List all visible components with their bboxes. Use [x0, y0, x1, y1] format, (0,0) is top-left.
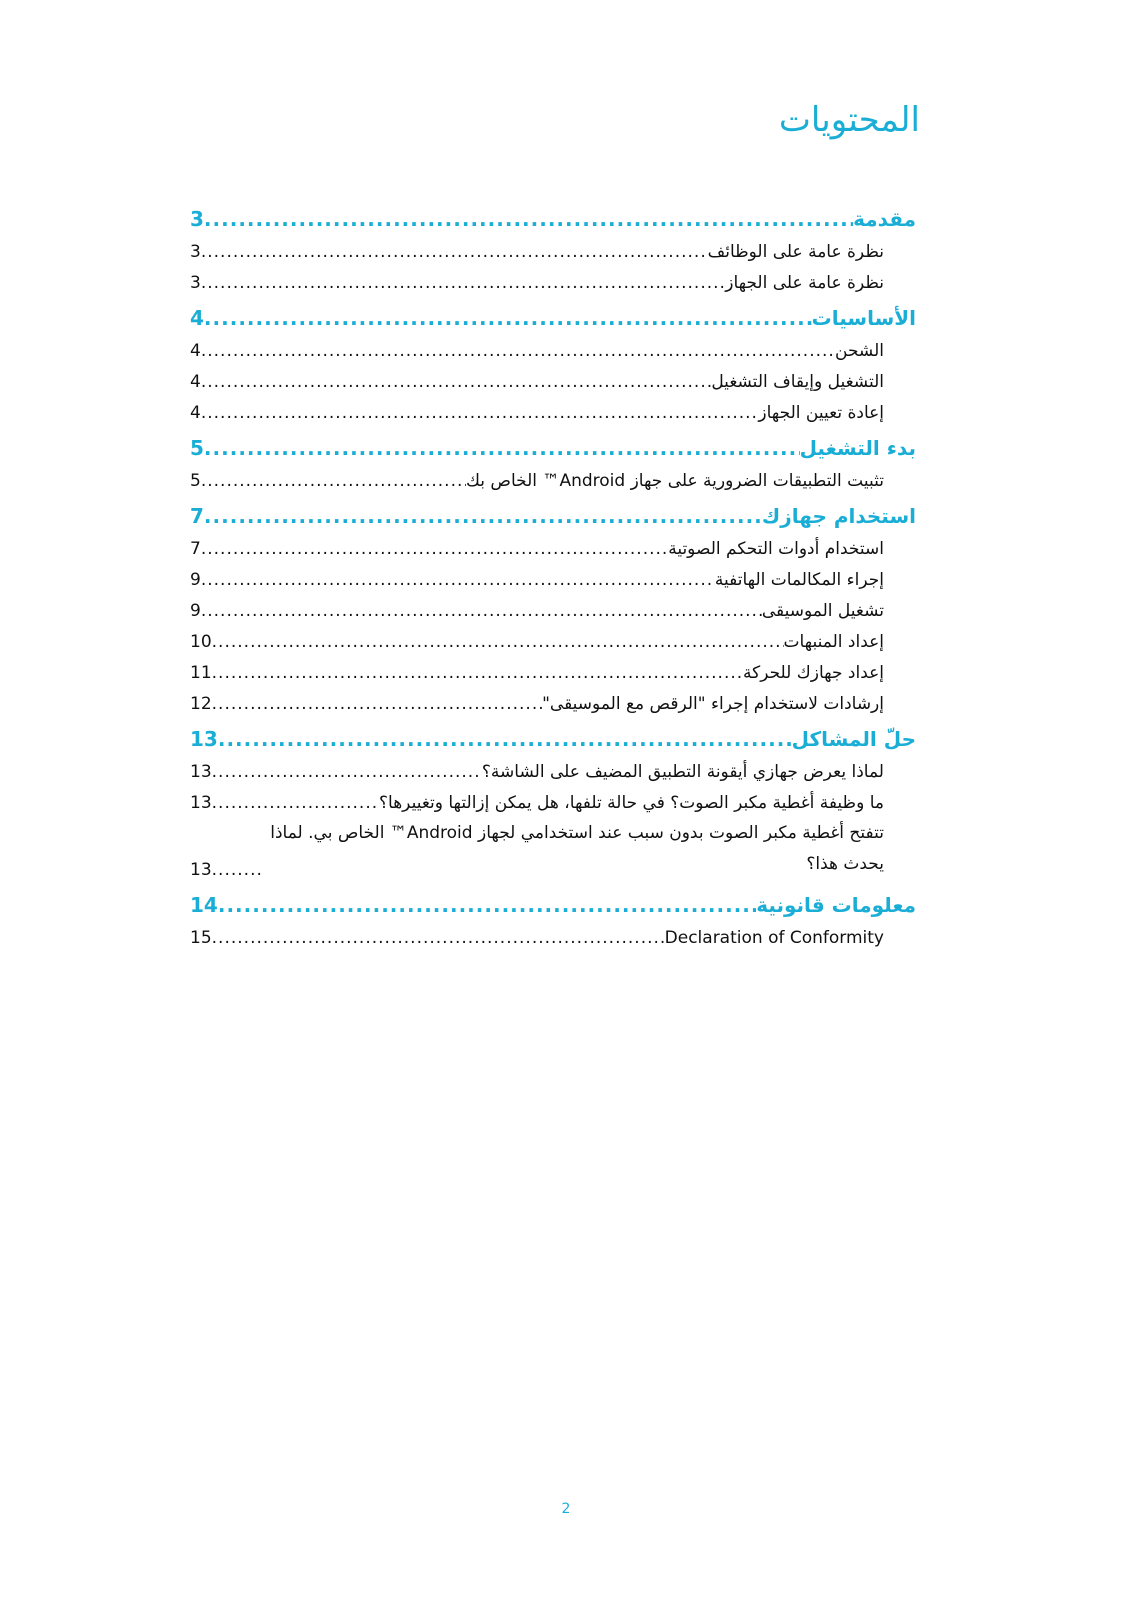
toc-entry-page-number: 3 [190, 207, 204, 231]
toc-entry-page-number: 7 [190, 504, 204, 528]
toc-entry-title: إعداد جهازك للحركة [742, 663, 884, 683]
toc-section-heading[interactable] [190, 203, 916, 236]
toc-entry-page-number: 11 [190, 663, 212, 683]
toc-dot-leader [201, 403, 759, 428]
toc-entry-title: معلومات قانونية [756, 893, 916, 917]
toc-entry-page-number: 15 [190, 928, 212, 948]
toc-item[interactable] [190, 335, 916, 366]
toc-dot-leader [218, 893, 756, 922]
toc-dot-leader [204, 207, 853, 236]
toc-dot-leader [201, 341, 835, 366]
toc-dot-leader [212, 632, 784, 657]
toc-entry-title: التشغيل وإيقاف التشغيل [711, 372, 884, 392]
toc-dot-leader [201, 570, 715, 595]
toc-entry-page-number: 9 [190, 570, 201, 590]
toc-dot-leader [218, 727, 792, 756]
toc-entry-title: تثبيت التطبيقات الضرورية على جهاز Android™ الخاص بك [465, 471, 884, 491]
toc-section-heading[interactable] [190, 723, 916, 756]
toc-item[interactable] [190, 626, 916, 657]
toc-entry-title: لماذا يعرض جهازي أيقونة التطبيق المضيف على الشاشة؟ [481, 762, 884, 782]
toc-dot-leader [201, 471, 466, 496]
toc-entry-title: نظرة عامة على الجهاز [725, 273, 884, 293]
toc-entry-page-number: 4 [190, 372, 201, 392]
toc-entry-page-number: 12 [190, 694, 212, 714]
toc-entry-title: تتفتح أغطية مكبر الصوت بدون سبب عند استخدامي لجهاز Android™ الخاص بي. لماذا يحدث هذا؟ [270, 823, 884, 874]
toc-item[interactable] [190, 397, 916, 428]
toc-dot-leader [201, 372, 711, 397]
toc-item[interactable] [190, 756, 916, 787]
toc-entry-page-number: 4 [190, 403, 201, 423]
toc-dot-leader [201, 242, 708, 267]
toc-item[interactable] [190, 236, 916, 267]
toc-item[interactable] [190, 366, 916, 397]
table-of-contents [190, 203, 916, 953]
toc-item[interactable] [190, 595, 916, 626]
page-title: المحتويات [778, 100, 920, 140]
toc-entry-title: نظرة عامة على الوظائف [707, 242, 884, 262]
toc-entry-page-number: 13 [190, 727, 218, 751]
toc-entry-page-number: 3 [190, 242, 201, 262]
toc-entry-title: إعداد المنبهات [783, 632, 884, 652]
toc-section-heading[interactable] [190, 302, 916, 335]
toc-entry-page-number: 5 [190, 436, 204, 460]
toc-dot-leader [212, 694, 542, 719]
toc-dot-leader [201, 539, 668, 564]
toc-dot-leader [212, 928, 665, 953]
toc-dot-leader [212, 793, 379, 818]
toc-item[interactable] [190, 267, 916, 298]
toc-section-heading[interactable] [190, 500, 916, 533]
toc-dot-leader [212, 663, 743, 688]
toc-entry-title: بدء التشغيل [799, 436, 916, 460]
toc-entry-title: إرشادات لاستخدام إجراء "الرقص مع الموسيقى" [542, 694, 884, 714]
toc-entry-page-number: 4 [190, 306, 204, 330]
toc-item[interactable] [190, 465, 916, 496]
toc-dot-leader [204, 504, 762, 533]
toc-entry-title: استخدام أدوات التحكم الصوتية [668, 539, 884, 559]
toc-item[interactable] [190, 922, 916, 953]
toc-entry-title: Declaration of Conformity [664, 928, 884, 948]
toc-dot-leader [212, 762, 482, 787]
toc-entry-page-number: 13 [190, 762, 212, 782]
toc-entry-page-number: 13 [190, 860, 212, 880]
toc-section-heading[interactable] [190, 432, 916, 465]
toc-entry-page-number: 10 [190, 632, 212, 652]
toc-dot-leader [204, 436, 800, 465]
toc-entry-page-number: 13 [190, 793, 212, 813]
toc-entry-page-number: 3 [190, 273, 201, 293]
toc-item[interactable] [190, 564, 916, 595]
toc-entry-title: الشحن [835, 341, 884, 361]
toc-item[interactable] [190, 818, 916, 885]
toc-entry-page-number: 4 [190, 341, 201, 361]
toc-item[interactable] [190, 787, 916, 818]
page-number: 2 [561, 1501, 571, 1517]
toc-entry-title: استخدام جهازك [761, 504, 916, 528]
toc-entry-page-number: 7 [190, 539, 201, 559]
toc-entry-page-number: 9 [190, 601, 201, 621]
toc-entry-title: إجراء المكالمات الهاتفية [714, 570, 884, 590]
toc-entry-title: تشغيل الموسيقى [761, 601, 884, 621]
toc-entry-page-number: 5 [190, 471, 201, 491]
toc-dot-leader [204, 306, 812, 335]
toc-dot-leader [201, 601, 762, 626]
toc-entry-page-number: 14 [190, 893, 218, 917]
toc-item[interactable] [190, 688, 916, 719]
toc-dot-leader [212, 860, 264, 885]
toc-item[interactable] [190, 657, 916, 688]
toc-item[interactable] [190, 533, 916, 564]
toc-entry-title: ما وظيفة أغطية مكبر الصوت؟ في حالة تلفها، هل يمكن إزالتها وتغييرها؟ [379, 793, 884, 813]
toc-section-heading[interactable] [190, 889, 916, 922]
toc-entry-title: حلّ المشاكل [791, 727, 916, 751]
toc-entry-title: مقدمة [853, 207, 916, 231]
toc-entry-title: إعادة تعيين الجهاز [758, 403, 884, 423]
toc-entry-title: الأساسيات [811, 306, 916, 330]
toc-dot-leader [201, 273, 725, 298]
